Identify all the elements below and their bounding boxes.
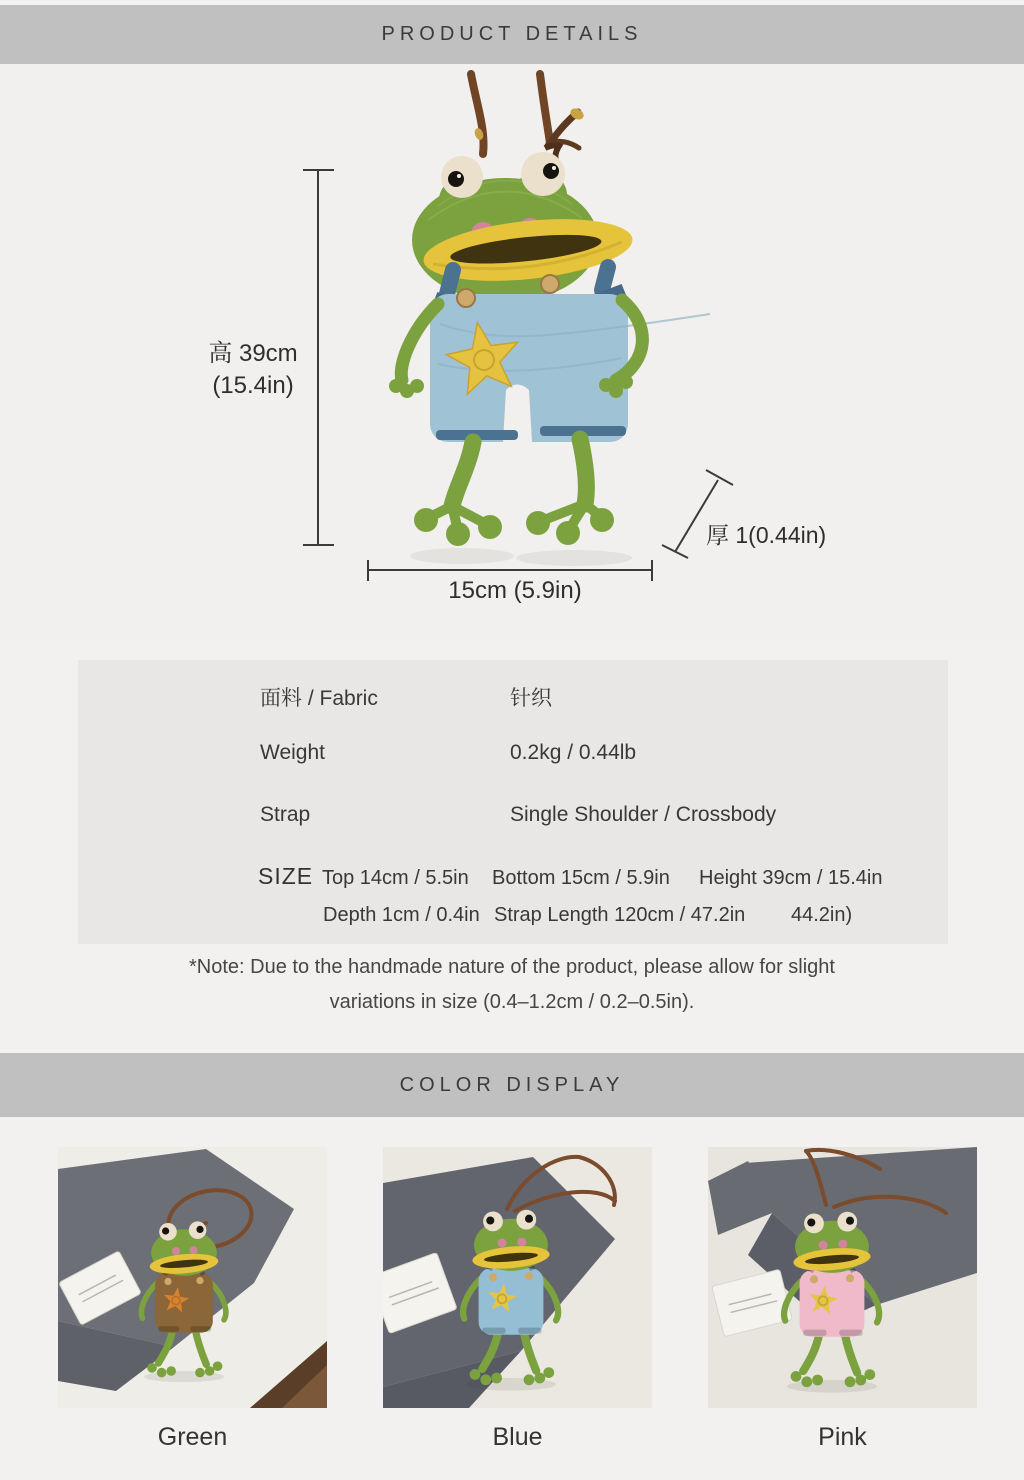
variant-scene	[708, 1147, 977, 1408]
shadow	[410, 548, 514, 564]
variant-label-green: Green	[157, 1423, 228, 1451]
width-dimension-label: 15cm (5.9in)	[448, 577, 582, 604]
product-photo	[0, 64, 1024, 640]
size-depth: Depth 1cm / 0.4in	[323, 904, 480, 926]
variant-scene	[58, 1147, 327, 1408]
spec-label-fabric: 面料 / Fabric	[260, 687, 378, 710]
handmade-note-line2: variations in size (0.4–1.2cm / 0.2–0.5in).	[329, 991, 695, 1013]
variant-label-pink: Pink	[818, 1423, 867, 1451]
variant-photo-pink	[708, 1147, 977, 1408]
frog-body	[389, 152, 710, 546]
size-extra: 44.2in)	[791, 904, 853, 926]
spec-value-weight: 0.2kg / 0.44lb	[510, 741, 637, 764]
spec-value-strap: Single Shoulder / Crossbody	[510, 803, 777, 826]
size-top: Top 14cm / 5.5in	[322, 867, 469, 889]
twig-decoration	[473, 106, 585, 162]
strap-cords	[471, 74, 550, 154]
size-bottom: Bottom 15cm / 5.9in	[492, 867, 670, 889]
shadow	[516, 550, 632, 566]
variant-photo-green	[58, 1147, 327, 1408]
size-label: SIZE	[258, 863, 314, 889]
depth-dimension-label: 厚 1(0.44in)	[706, 522, 827, 548]
spec-panel	[78, 660, 948, 944]
product-details-header	[0, 5, 1024, 64]
size-height: Height 39cm / 15.4in	[699, 867, 883, 889]
variant-label-blue: Blue	[492, 1423, 543, 1451]
product-details-title: PRODUCT DETAILS	[381, 23, 643, 45]
variant-scene	[383, 1147, 652, 1408]
color-display-header	[0, 1053, 1024, 1117]
height-dimension-label: 高 39cm (15.4in)	[208, 340, 298, 399]
variant-photo-blue	[383, 1147, 652, 1408]
spec-value-fabric: 针织	[510, 687, 552, 710]
spec-label-weight: Weight	[260, 741, 325, 764]
spec-label-strap: Strap	[260, 803, 311, 826]
color-display-title: COLOR DISPLAY	[399, 1073, 625, 1096]
handmade-note-line1: *Note: Due to the handmade nature of the product, please allow for slight	[189, 956, 835, 978]
size-strap-length: Strap Length 120cm / 47.2in	[494, 904, 746, 926]
frog-bag-illustration	[0, 64, 1024, 640]
